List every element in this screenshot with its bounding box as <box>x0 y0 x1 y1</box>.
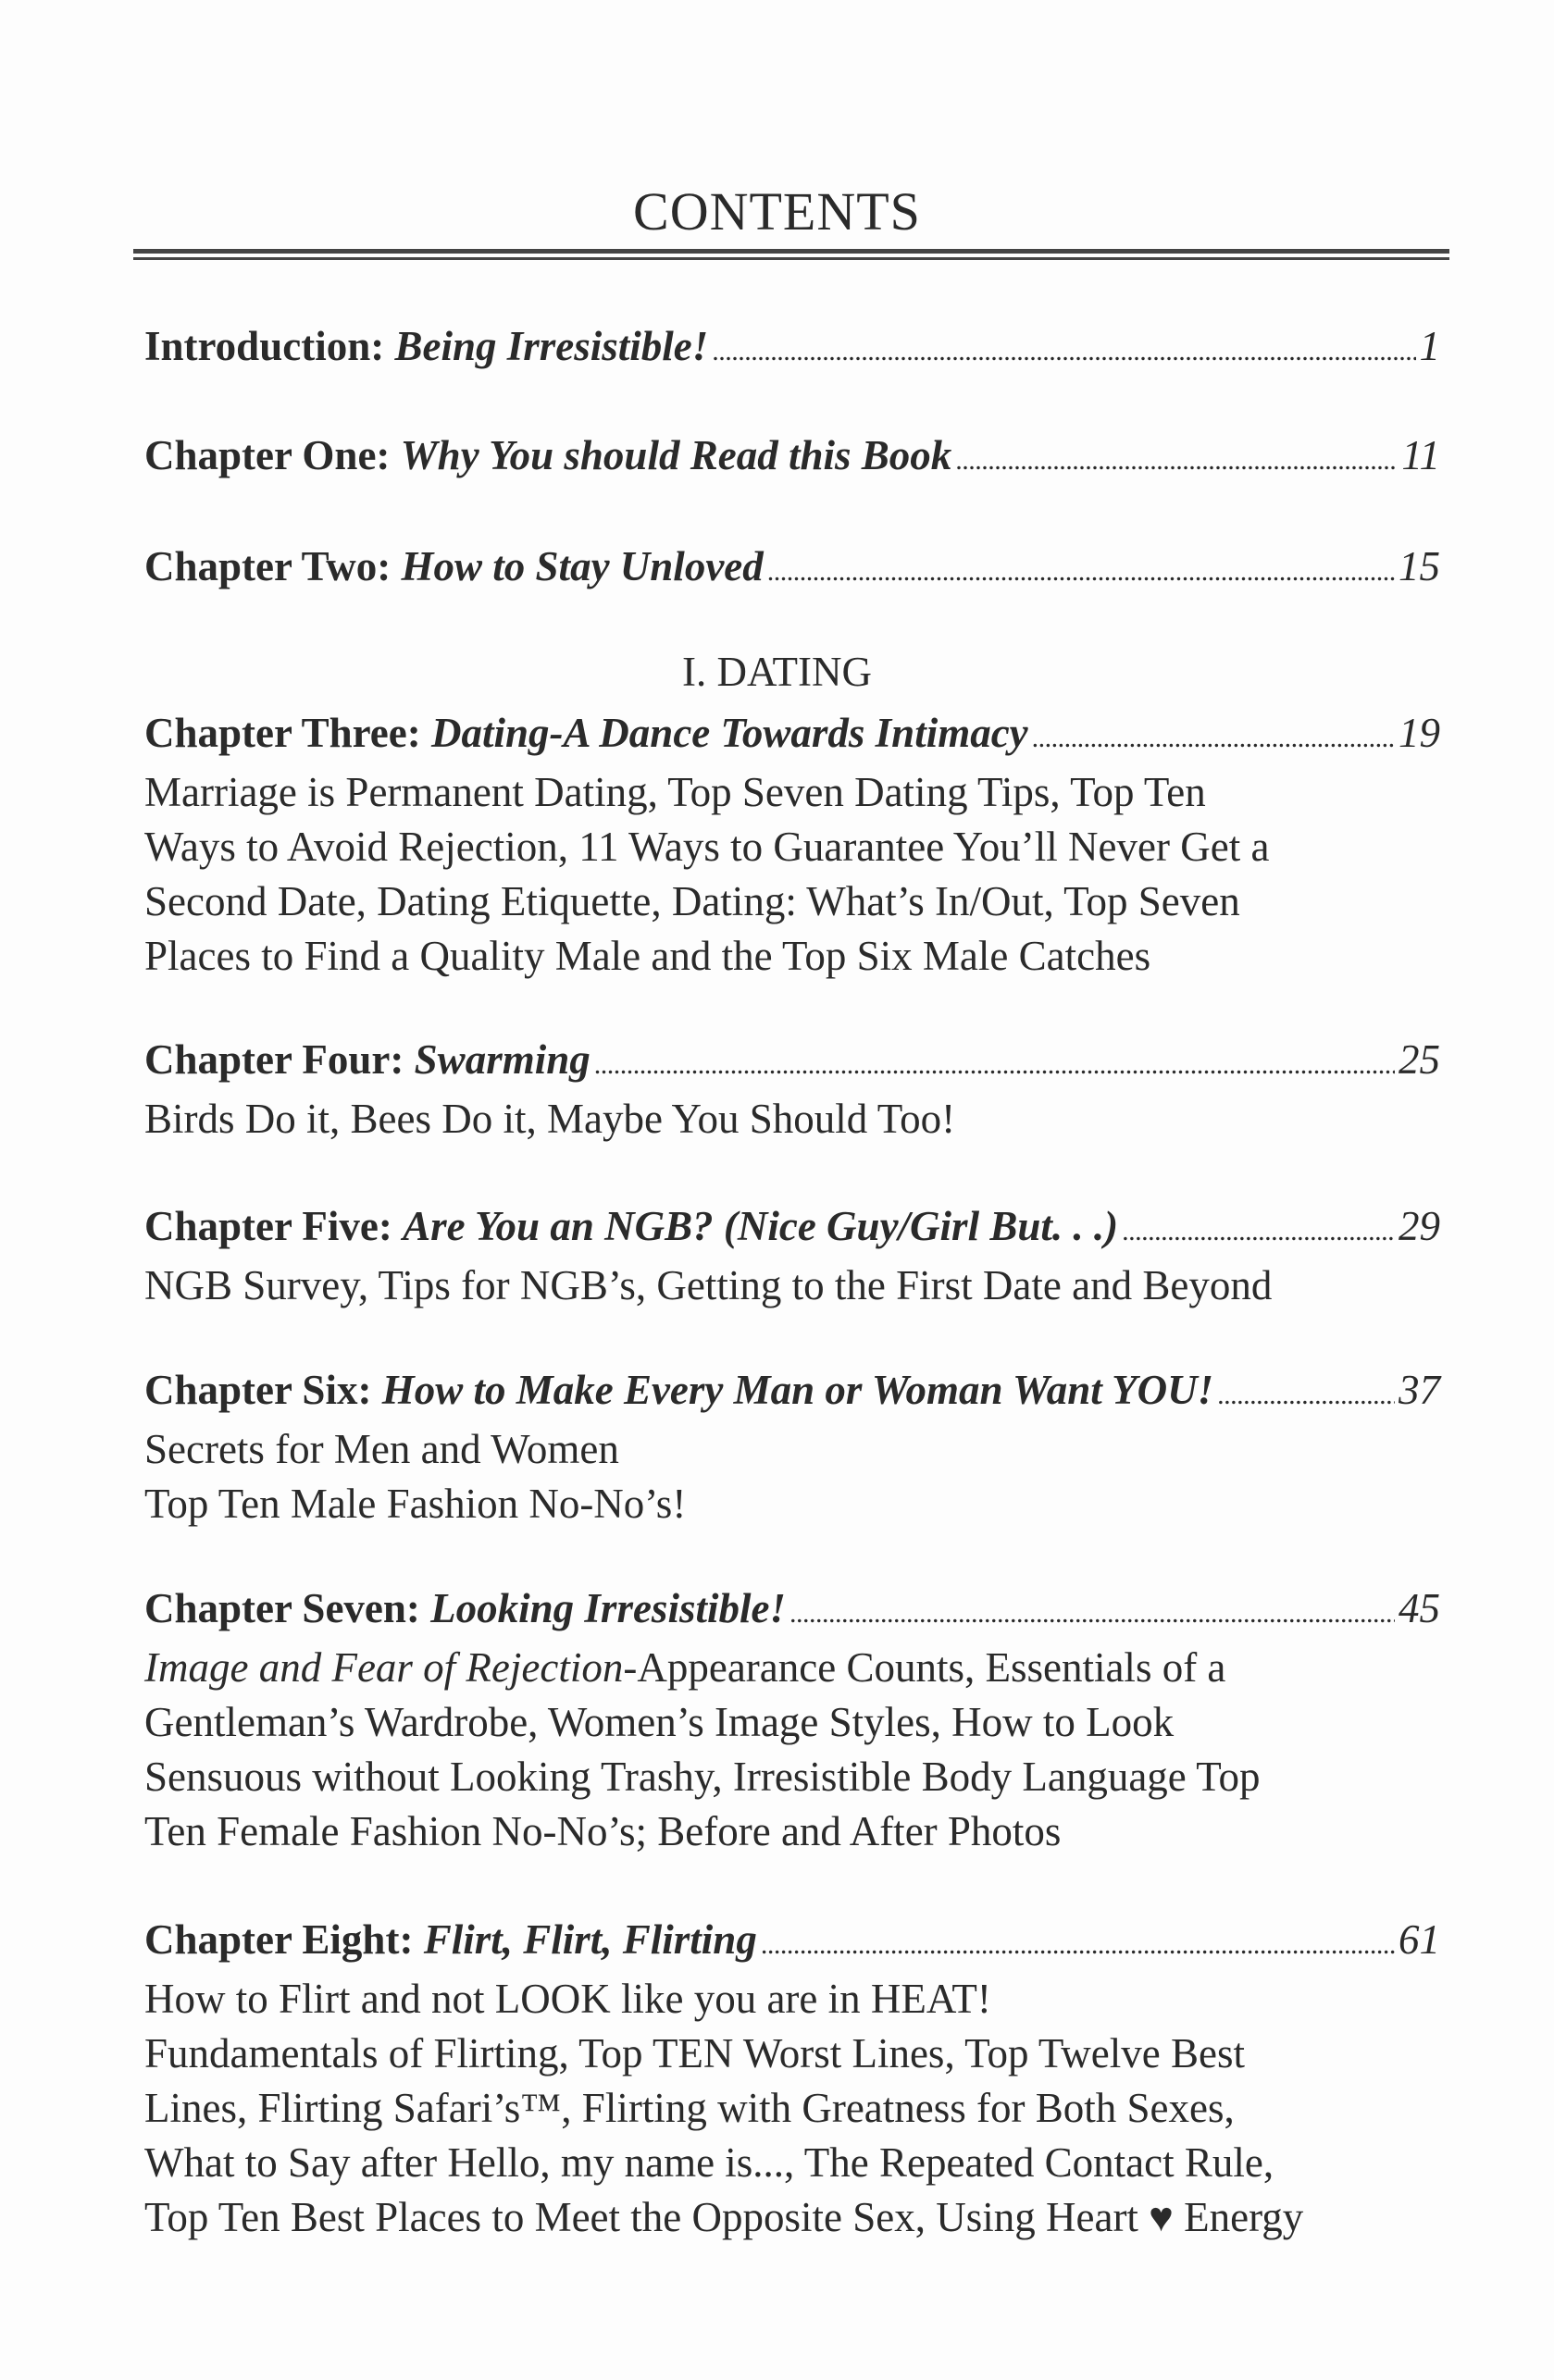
chapter-title: Dating-A Dance Towards Intimacy <box>431 710 1028 756</box>
chapter-topics: Second Date, Dating Etiquette, Dating: What’s In/Out, Top Seven <box>144 878 1240 924</box>
chapter-topics: Secrets for Men and Women <box>144 1426 619 1472</box>
toc-entry-heading[interactable] <box>144 1363 1440 1422</box>
chapter-topics: Places to Find a Quality Male and the Top Six Male Catches <box>144 933 1151 979</box>
page-number: 11 <box>1401 432 1440 478</box>
chapter-topics: Birds Do it, Bees Do it, Maybe You Should Too! <box>144 1096 956 1142</box>
chapter-topics: Top Ten Male Fashion No-No’s! <box>144 1481 687 1527</box>
leader-dots <box>767 539 1395 599</box>
chapter-label: Introduction: <box>144 323 385 369</box>
chapter-title: Are You an NGB? (Nice Guy/Girl But. . .) <box>403 1203 1119 1249</box>
page-number: 45 <box>1399 1585 1440 1631</box>
toc-entry-heading[interactable] <box>144 706 1440 765</box>
toc-entry-heading[interactable] <box>144 1199 1440 1258</box>
leader-dots <box>761 1913 1395 1972</box>
chapter-title: Swarming <box>414 1036 591 1083</box>
toc-entry <box>144 1581 1440 1859</box>
toc-entry <box>144 1199 1440 1313</box>
toc-entry <box>144 1913 1440 2245</box>
chapter-topics: NGB Survey, Tips for NGB’s, Getting to the First Date and Beyond <box>144 1262 1273 1308</box>
toc-entry <box>144 1363 1440 1531</box>
leader-dots <box>955 428 1398 488</box>
chapter-label: Chapter Four: <box>144 1036 404 1083</box>
chapter-label: Chapter Five: <box>144 1203 392 1249</box>
leader-dots <box>1217 1363 1395 1422</box>
toc-entry <box>144 706 1440 984</box>
title-rule <box>133 249 1449 254</box>
page-number: 61 <box>1399 1916 1440 1963</box>
toc-entry-heading[interactable] <box>144 1913 1440 1972</box>
toc-entry <box>144 539 1440 599</box>
topics-italic-lead: Image and Fear of Rejection <box>144 1644 624 1691</box>
title-rule-thin <box>133 257 1449 260</box>
leader-dots <box>1032 706 1395 765</box>
page-number: 15 <box>1399 543 1440 589</box>
chapter-topics: Gentleman’s Wardrobe, Women’s Image Styles, How to Look <box>144 1699 1175 1745</box>
toc-entry-heading[interactable] <box>144 539 1440 599</box>
chapter-topics: Fundamentals of Flirting, Top TEN Worst Lines, Top Twelve Best <box>144 2030 1245 2076</box>
chapter-topics: Ways to Avoid Rejection, 11 Ways to Guarantee You’ll Never Get a <box>144 824 1270 870</box>
chapter-topics <box>144 1641 1440 1695</box>
toc-entry <box>144 319 1440 378</box>
chapter-title: Why You should Read this Book <box>400 432 952 478</box>
chapter-topics: Marriage is Permanent Dating, Top Seven Dating Tips, Top Ten <box>144 769 1206 815</box>
chapter-label: Chapter Three: <box>144 710 421 756</box>
toc-entry-heading[interactable] <box>144 1033 1440 1092</box>
chapter-topics: How to Flirt and not LOOK like you are in HEAT! <box>144 1976 991 2022</box>
page-number: 25 <box>1399 1036 1440 1083</box>
toc-entry-heading[interactable] <box>144 319 1440 378</box>
page-number: 37 <box>1399 1367 1440 1413</box>
toc-entry-heading[interactable] <box>144 1581 1440 1641</box>
chapter-topics: Lines, Flirting Safari’s™, Flirting with Greatness for Both Sexes, <box>144 2085 1235 2131</box>
chapter-topics: Ten Female Fashion No-No’s; Before and After Photos <box>144 1808 1062 1854</box>
toc-entry-heading[interactable] <box>144 428 1440 488</box>
chapter-label: Chapter Six: <box>144 1367 372 1413</box>
page-number: 1 <box>1419 323 1440 369</box>
leader-dots <box>1122 1199 1395 1258</box>
page-number: 19 <box>1399 710 1440 756</box>
leader-dots <box>594 1033 1395 1092</box>
chapter-title: Looking Irresistible! <box>430 1585 786 1631</box>
chapter-topics: Sensuous without Looking Trashy, Irresistible Body Language Top <box>144 1754 1261 1800</box>
chapter-title: How to Stay Unloved <box>401 543 764 589</box>
chapter-label: Chapter Seven: <box>144 1585 420 1631</box>
leader-dots <box>712 319 1415 378</box>
chapter-label: Chapter One: <box>144 432 391 478</box>
section-heading: I. DATING <box>682 649 872 695</box>
chapter-title: Being Irresistible! <box>394 323 709 369</box>
toc-entry <box>144 1033 1440 1147</box>
page-title: CONTENTS <box>633 181 921 242</box>
toc-entry <box>144 428 1440 488</box>
chapter-title: Flirt, Flirt, Flirting <box>423 1916 757 1963</box>
chapter-label: Chapter Two: <box>144 543 392 589</box>
chapter-topics: Top Ten Best Places to Meet the Opposite Sex, Using Heart ♥ Energy <box>144 2194 1304 2240</box>
chapter-title: How to Make Every Man or Woman Want YOU! <box>381 1367 1214 1413</box>
leader-dots <box>789 1581 1395 1641</box>
topics-text: -Appearance Counts, Essentials of a <box>623 1644 1226 1691</box>
chapter-label: Chapter Eight: <box>144 1916 414 1963</box>
chapter-topics: What to Say after Hello, my name is..., The Repeated Contact Rule, <box>144 2139 1274 2186</box>
page-number: 29 <box>1399 1203 1440 1249</box>
